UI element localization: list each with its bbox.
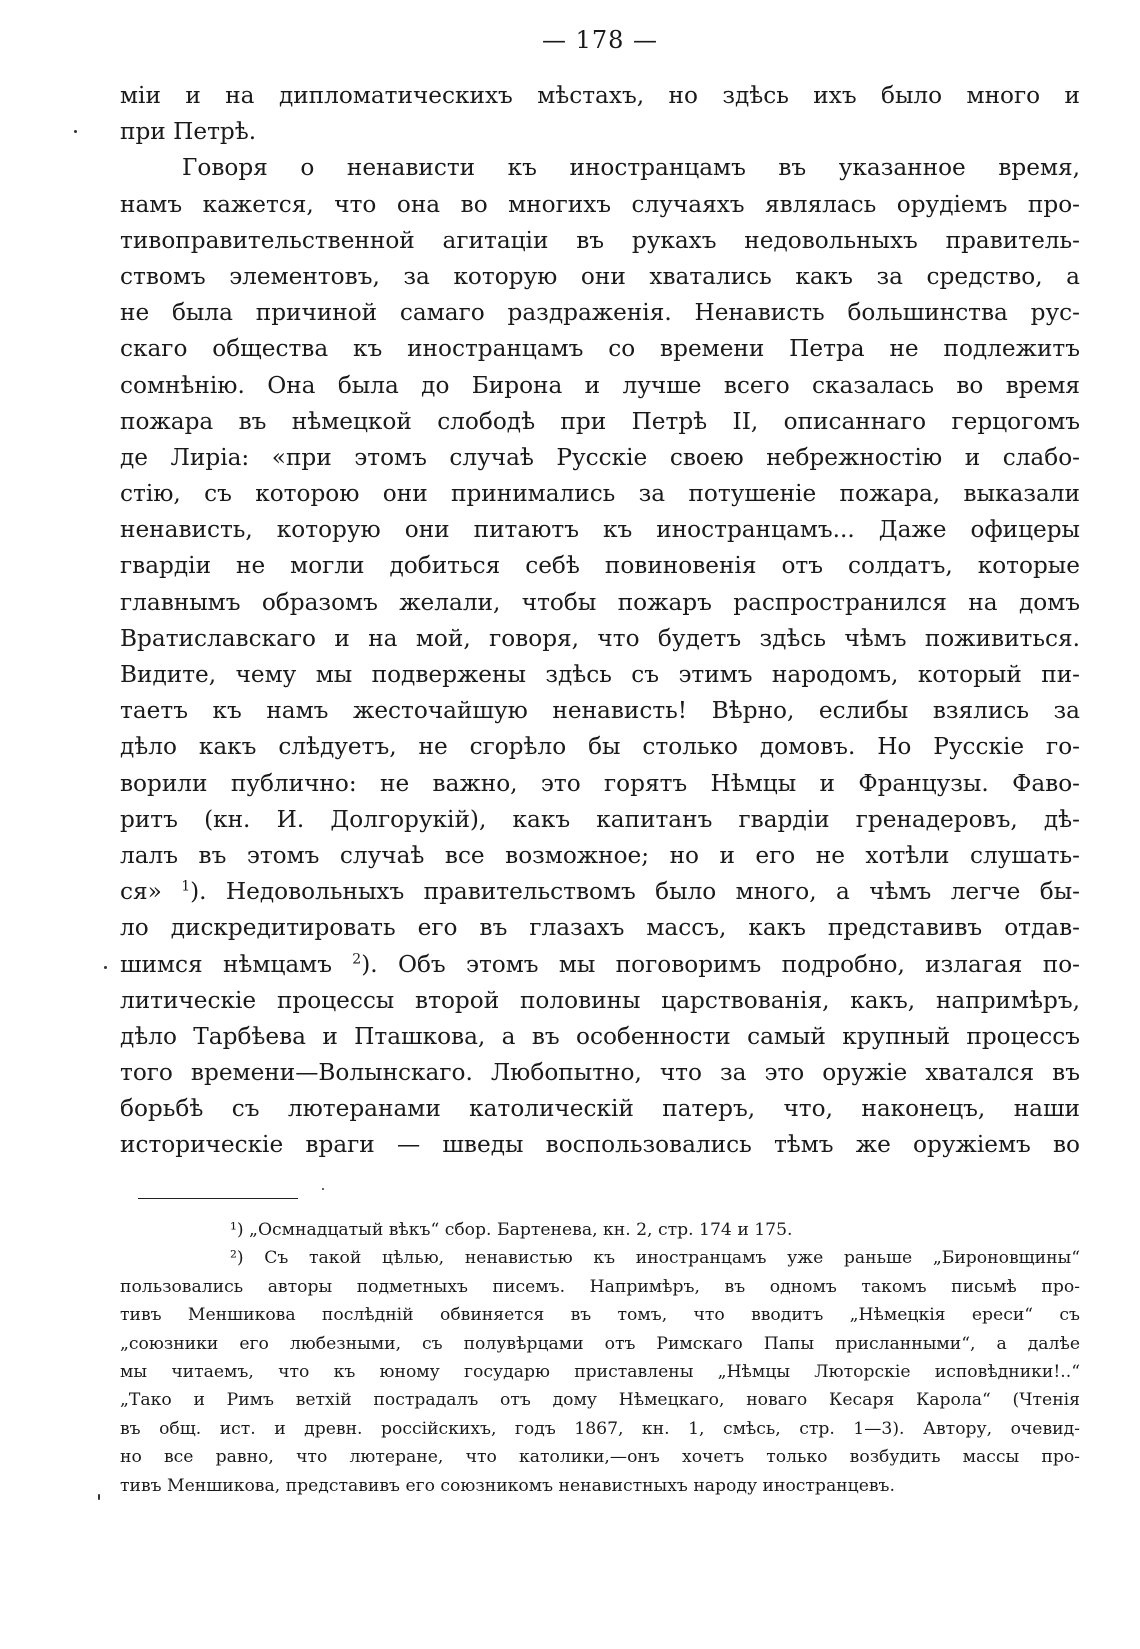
text-line: пожара въ нѣмецкой слободѣ при Петрѣ II, описаннаго герцогомъ bbox=[120, 407, 1080, 435]
text-line: ствомъ элементовъ, за которую они хватались какъ за средство, а bbox=[120, 262, 1080, 290]
text-line: Вратиславскаго и на мой, говоря, что будетъ здѣсь чѣмъ поживиться. bbox=[120, 624, 1080, 652]
text-line: не была причиной самаго раздраженія. Ненависть большинства рус- bbox=[120, 299, 1080, 327]
text-line: литическіе процессы второй половины царствованія, какъ, напримѣръ, bbox=[120, 986, 1080, 1014]
text-line: міи и на дипломатическихъ мѣстахъ, но здѣсь ихъ было много и bbox=[120, 82, 1080, 109]
scan-speck bbox=[104, 966, 107, 969]
footnote-line: но все равно, что лютеране, что католики,—онъ хочетъ только возбудить массы про- bbox=[120, 1447, 1080, 1468]
text-line: дѣло какъ слѣдуетъ, не сгорѣло бы столько домовъ. Но Русскіе го- bbox=[120, 733, 1080, 761]
text-line: главнымъ образомъ желали, чтобы пожаръ распространился на домъ bbox=[120, 588, 1080, 616]
text-line: борьбѣ съ лютеранами католическій патеръ, что, наконецъ, наши bbox=[120, 1095, 1080, 1123]
text-line: ло дискредитировать его въ глазахъ массъ, какъ представивъ отдав- bbox=[120, 914, 1080, 942]
text-line: историческіе враги — шведы воспользовались тѣмъ же оружіемъ во bbox=[120, 1131, 1080, 1159]
text-line: Видите, чему мы подвержены здѣсь съ этимъ народомъ, который пи- bbox=[120, 661, 1080, 688]
text-line: таетъ къ намъ жесточайшую ненависть! Вѣрно, еслибы взялись за bbox=[120, 697, 1080, 725]
text-line: дѣло Тарбѣева и Пташкова, а въ особенности самый крупный процессъ bbox=[120, 1022, 1080, 1050]
text-line: того времени—Волынскаго. Любопытно, что за это оружіе хватался въ bbox=[120, 1059, 1080, 1087]
text-line: стію, съ которою они принимались за потушеніе пожара, выказали bbox=[120, 480, 1080, 508]
text-line: ся» $^1$). Недовольныхъ правительствомъ было много, а чѣмъ легче бы- bbox=[120, 878, 1081, 906]
scan-speck bbox=[322, 1188, 324, 1190]
text-line: скаго общества къ иностранцамъ со времени Петра не подлежитъ bbox=[120, 335, 1080, 363]
text-line: шимся нѣмцамъ $^2$). Объ этомъ мы поговоримъ подробно, излагая по- bbox=[120, 950, 1080, 978]
main-text-block bbox=[120, 78, 1080, 1164]
scan-speck bbox=[74, 130, 77, 133]
footnote-line: „союзники его любезными, съ полувѣрцами отъ Римскаго Папы присланными“, а далѣе bbox=[120, 1333, 1080, 1354]
page-number: — 178 — bbox=[541, 26, 659, 54]
footnote-reference: 2 bbox=[352, 950, 362, 967]
footnote-line: тивъ Меншикова, представивъ его союзникомъ ненавистныхъ народу иностранцевъ. bbox=[120, 1475, 895, 1496]
text-line: гвардіи не могли добиться себѣ повиновенія отъ солдатъ, которые bbox=[120, 552, 1080, 580]
text-line: сомнѣнію. Она была до Бирона и лучше всего сказалась во время bbox=[120, 371, 1080, 399]
text-line: тивоправительственной агитаціи въ рукахъ недовольныхъ правитель- bbox=[120, 226, 1080, 254]
footnote-reference: 1 bbox=[181, 878, 191, 895]
text-line: ритъ (кн. И. Долгорукій), какъ капитанъ гвардіи гренадеровъ, дѣ- bbox=[120, 805, 1080, 833]
text-line: лалъ въ этомъ случаѣ все возможное; но и его не хотѣли слушать- bbox=[120, 841, 1080, 869]
footnote-line: ¹) „Осмнадцатый вѣкъ“ сбор. Бартенева, кн. 2, стр. 174 и 175. bbox=[230, 1220, 793, 1240]
footnote-line: „Тако и Римъ ветхій пострадалъ отъ дому Нѣмецкаго, новаго Кесаря Карола“ (Чтенія bbox=[120, 1390, 1080, 1411]
scan-speck bbox=[98, 1494, 100, 1500]
text-line: при Петрѣ. bbox=[120, 118, 257, 146]
text-line: ненависть, которую они питаютъ къ иностранцамъ... Даже офицеры bbox=[120, 516, 1080, 544]
footnote-line: ²) Съ такой цѣлью, ненавистью къ иностранцамъ уже раньше „Бироновщины“ bbox=[230, 1248, 1080, 1269]
footnotes-block bbox=[120, 1216, 1080, 1500]
text-line: Говоря о ненависти къ иностранцамъ въ указанное время, bbox=[182, 154, 1080, 182]
footnote-separator bbox=[138, 1198, 298, 1199]
footnote-line: мы читаемъ, что къ юному государю приставлены „Нѣмцы Люторскіе исповѣдники!..“ bbox=[120, 1361, 1080, 1382]
footnote-line: пользовались авторы подметныхъ писемъ. Напримѣръ, въ одномъ такомъ письмѣ про- bbox=[120, 1276, 1080, 1297]
text-line: намъ кажется, что она во многихъ случаяхъ являлась орудіемъ про- bbox=[120, 190, 1080, 218]
text-line: ворили публично: не важно, это горятъ Нѣмцы и Французы. Фаво- bbox=[120, 769, 1080, 797]
footnote-line: въ общ. ист. и древн. россійскихъ, годъ 1867, кн. 1, смѣсь, стр. 1—3). Автору, очевид- bbox=[120, 1418, 1080, 1439]
text-line: де Лиріа: «при этомъ случаѣ Русскіе своею небрежностію и слабо- bbox=[120, 443, 1080, 471]
footnote-line: тивъ Меншикова послѣдній обвиняется въ томъ, что вводитъ „Нѣмецкія ереси“ съ bbox=[120, 1305, 1080, 1326]
